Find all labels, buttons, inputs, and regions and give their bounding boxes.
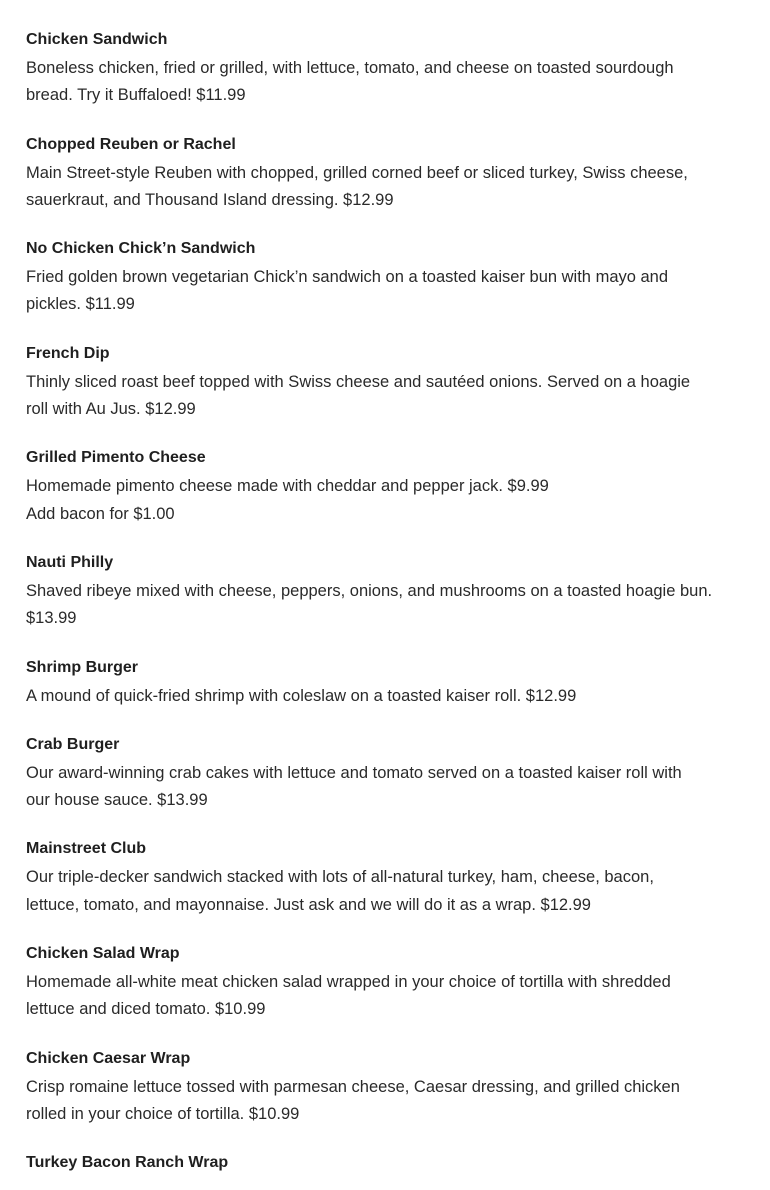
menu-item-crab-burger: [26, 734, 746, 815]
item-spacer: [26, 1024, 746, 1048]
menu-item-chicken-salad-wrap: [26, 943, 746, 1024]
item-spacer: [26, 814, 746, 838]
menu-item-no-chicken-sandwich: [26, 238, 746, 319]
item-spacer: [26, 710, 746, 734]
menu-item-description: Crisp romaine lettuce tossed with parmesan cheese, Caesar dressing, and grilled chicken rolled in your choice of tortilla. $10.99: [26, 1077, 680, 1123]
menu-item-name: Chicken Caesar Wrap: [26, 1049, 191, 1067]
menu-item-name: Chicken Sandwich: [26, 31, 168, 48]
menu-item-description: Homemade all-white meat chicken salad wrapped in your choice of tortilla with shredded lettuce and diced tomato. $10.99: [26, 973, 671, 1019]
menu-item-description: Main Street-style Reuben with chopped, grilled corned beef or sliced turkey, Swiss cheese, sauerkraut, and Thousand Island dressing. $12.99: [26, 163, 688, 209]
menu-item-description: Our award-winning crab cakes with lettuce and tomato served on a toasted kaiser roll with our house sauce. $13.99: [26, 763, 682, 810]
menu-item-grilled-pimento-cheese: [26, 447, 746, 528]
menu-item-chicken-caesar-wrap: [26, 1048, 746, 1129]
menu-item-description: Homemade pimento cheese made with cheddar and pepper jack. $9.99 Add bacon for $1.00: [26, 477, 549, 523]
menu-item-name: Turkey Bacon Ranch Wrap: [26, 1154, 229, 1172]
item-spacer: [26, 1128, 746, 1152]
menu-item-mainstreet-club: [26, 838, 746, 919]
item-spacer: [26, 919, 746, 943]
item-spacer: [26, 319, 746, 343]
menu-item-name: Chicken Salad Wrap: [26, 945, 180, 963]
menu-item-french-dip: [26, 343, 746, 424]
menu-item-name: Chopped Reuben or Rachel: [26, 135, 236, 153]
item-spacer: [26, 528, 746, 552]
item-spacer: [26, 110, 746, 134]
menu-item-description: Our triple-decker sandwich stacked with lots of all-natural turkey, ham, cheese, bacon, lettuce, tomato, and mayonnaise. Just ask and we will do it as a wrap. $12.99: [26, 868, 654, 914]
item-spacer: [26, 423, 746, 447]
menu-item-name: Mainstreet Club: [26, 840, 147, 858]
menu-item-shrimp-burger: [26, 657, 746, 710]
menu-item-description: Fried golden brown vegetarian Chick’n sandwich on a toasted kaiser bun with mayo and pickles. $11.99: [26, 268, 669, 314]
item-spacer: [26, 633, 746, 657]
menu-item-name: No Chicken Chick’n Sandwich: [26, 240, 256, 258]
menu-item-name: French Dip: [26, 344, 110, 362]
menu-item-name: Shrimp Burger: [26, 658, 139, 676]
menu-item-description: Thinly sliced roast beef topped with Swiss cheese and sautéed onions. Served on a hoagie roll with Au Jus. $12.99: [26, 372, 691, 419]
menu-item-turkey-bacon-ranch-wrap: [26, 1152, 746, 1178]
menu-item-name: Nauti Philly: [26, 553, 114, 571]
menu-item-chopped-reuben: [26, 134, 746, 215]
menu-item-description: A mound of quick-fried shrimp with coleslaw on a toasted kaiser roll. $12.99: [26, 686, 577, 705]
menu-item-name: Crab Burger: [26, 735, 120, 753]
sandwich-menu: [26, 29, 746, 1178]
menu-item-description: Boneless chicken, fried or grilled, with lettuce, tomato, and cheese on toasted sourdough bread. Try it Buffaloed! $11.99: [26, 59, 674, 105]
menu-item-description: Shaved ribeye mixed with cheese, peppers, onions, and mushrooms on a toasted hoagie bun. $13.99: [26, 581, 713, 628]
menu-item-nauti-philly: [26, 552, 746, 633]
menu-item-name: Grilled Pimento Cheese: [26, 449, 206, 467]
menu-item-chicken-sandwich: [26, 29, 746, 110]
item-spacer: [26, 214, 746, 238]
